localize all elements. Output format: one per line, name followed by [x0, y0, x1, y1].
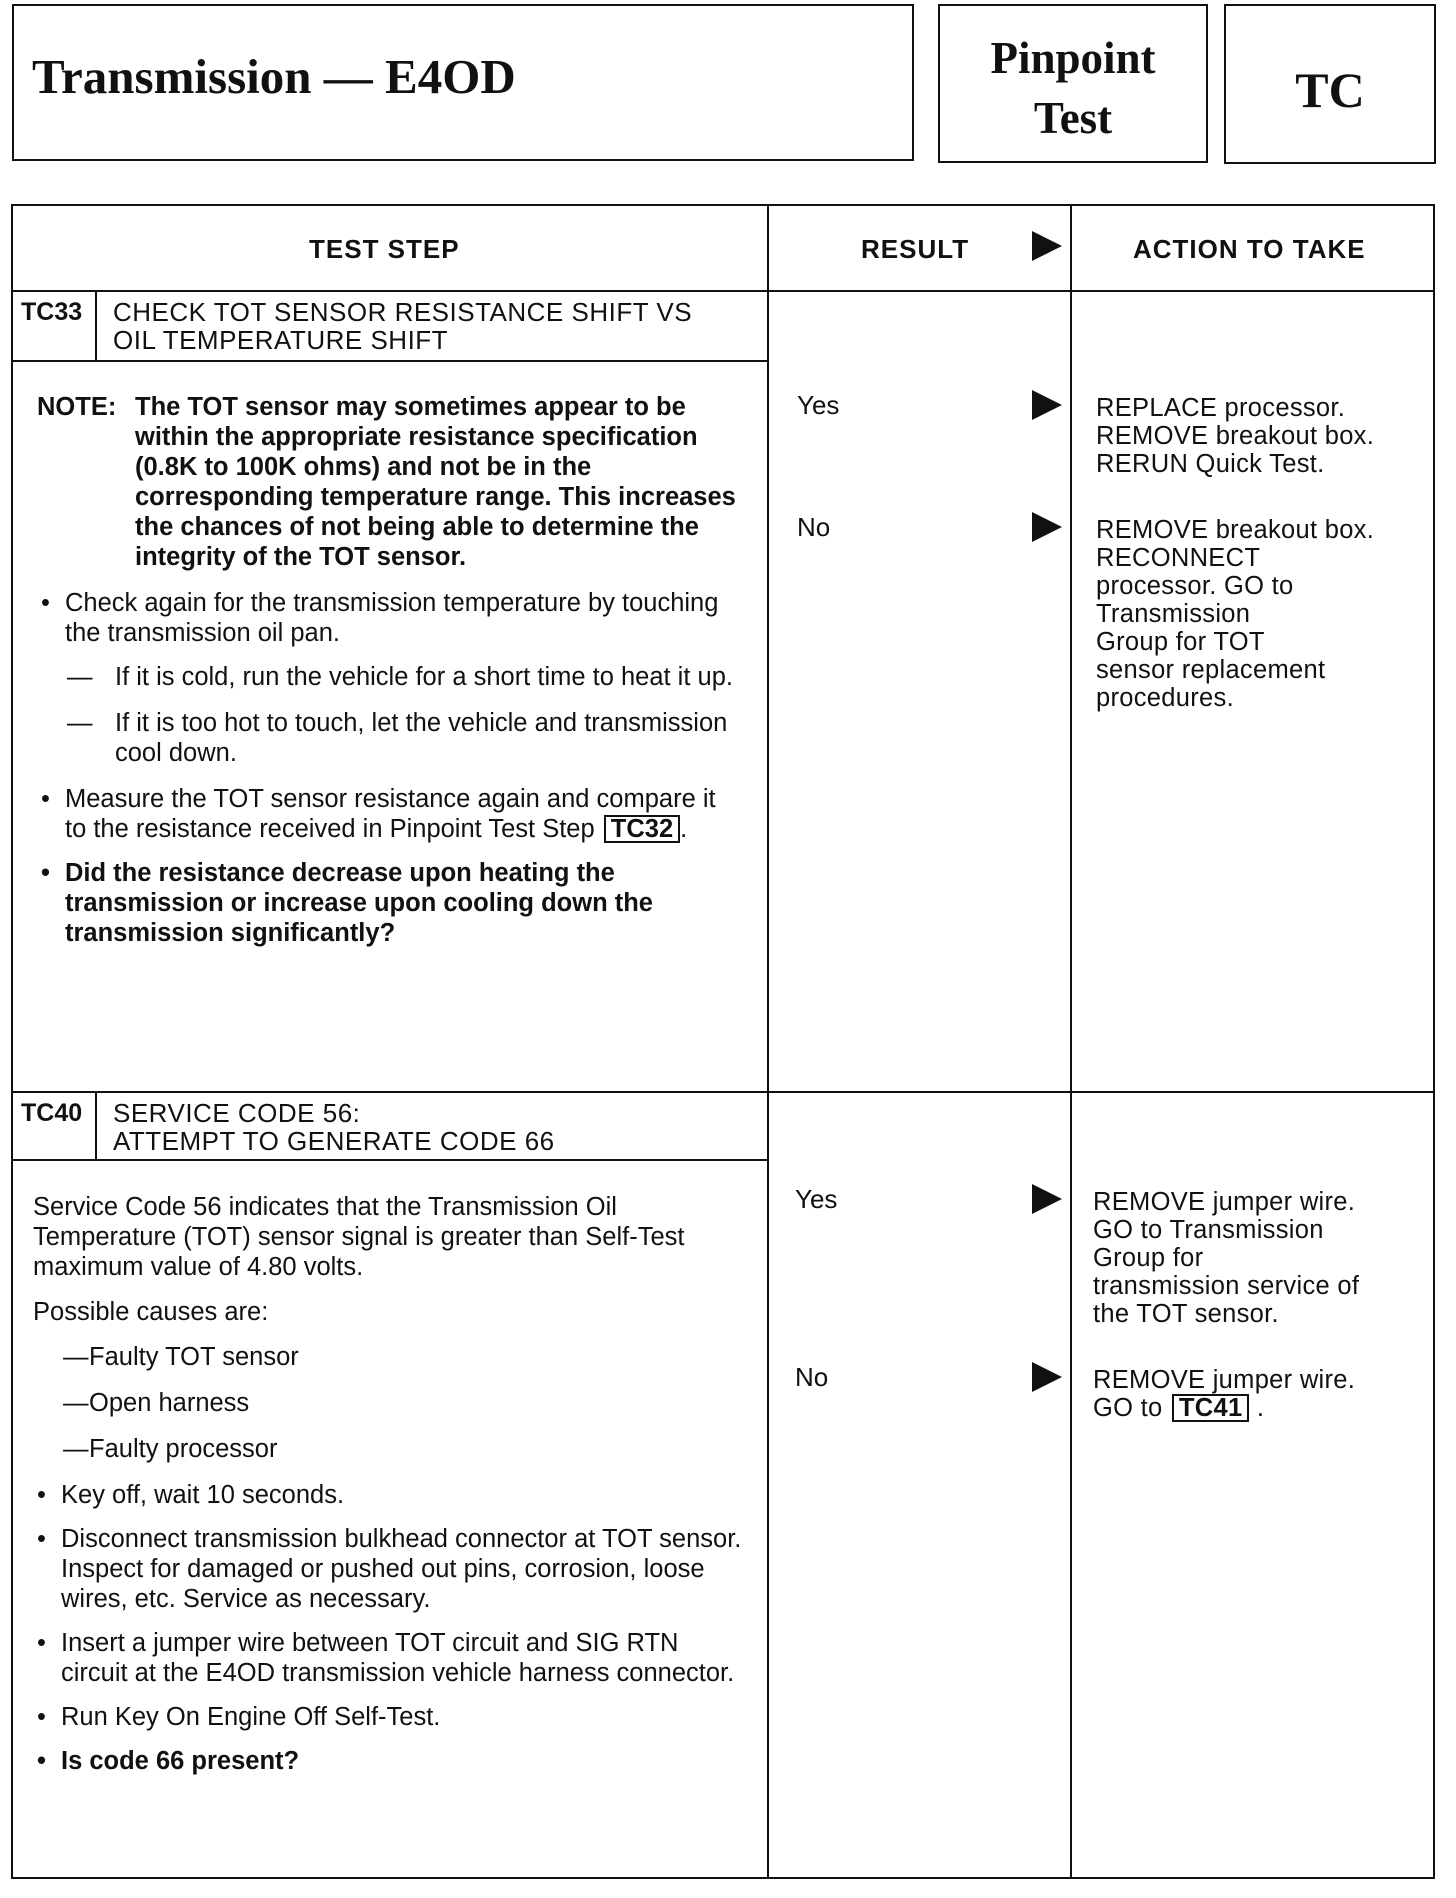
- bullet-question: • Did the resistance decrease upon heating the transmission or increase upon cooling down the transmission significantly?: [37, 858, 737, 948]
- step-title-tc33-line1: CHECK TOT SENSOR RESISTANCE SHIFT VS: [113, 297, 693, 327]
- dash-item: — If it is cold, run the vehicle for a short time to heat it up.: [37, 662, 737, 692]
- action-no-tc33: [1096, 516, 1374, 712]
- column-divider-2: [1070, 206, 1072, 1877]
- action-end: .: [1256, 1394, 1265, 1422]
- header-arrow-icon: [1032, 231, 1062, 261]
- action-yes-tc33: [1096, 394, 1374, 478]
- action-line: the TOT sensor.: [1093, 1300, 1279, 1328]
- column-divider-1: [767, 206, 769, 1877]
- step-header-tc40: [13, 1093, 767, 1161]
- step-reference-tc41[interactable]: TC41: [1172, 1394, 1250, 1422]
- action-line: [1093, 1394, 1355, 1422]
- dash-item: — If it is too hot to touch, let the vehicle and transmission cool down.: [37, 708, 737, 768]
- action-line: RERUN Quick Test.: [1096, 450, 1325, 478]
- action-line: REMOVE breakout box.: [1096, 422, 1375, 450]
- action-line: REPLACE processor.: [1096, 394, 1346, 422]
- causes-label: Possible causes are:: [33, 1298, 269, 1326]
- action-line: Group for TOT: [1096, 628, 1265, 656]
- action-line: REMOVE jumper wire.: [1093, 1366, 1356, 1394]
- bullet-item: • Disconnect transmission bulkhead connector at TOT sensor. Inspect for damaged or pushed out pins, corrosion, loose wires, etc. Service as necessary.: [33, 1524, 743, 1614]
- result-no-tc33: No: [797, 512, 831, 542]
- action-line: procedures.: [1096, 684, 1234, 712]
- step-title-tc40-line1: SERVICE CODE 56:: [113, 1098, 361, 1128]
- action-line: REMOVE breakout box.: [1096, 516, 1375, 544]
- cause-text: Faulty TOT sensor: [89, 1343, 299, 1371]
- step-id-tc40: TC40: [13, 1093, 97, 1159]
- page-title: Transmission — E4OD: [32, 49, 516, 104]
- result-yes-tc40: Yes: [795, 1184, 838, 1214]
- bullet-question: • Is code 66 present?: [33, 1746, 743, 1776]
- result-arrow-icon: [1032, 512, 1062, 542]
- step-body-tc40: [33, 1192, 743, 1790]
- note-text: The TOT sensor may sometimes appear to be within the appropriate resistance specification (0.8K to 100K ohms) and not be in the corresponding temperature range. This increases the chances of not being able to determine the integrity of the TOT sensor.: [135, 393, 736, 571]
- section-code: TC: [1295, 62, 1365, 118]
- header-test-step: TEST STEP: [309, 234, 460, 264]
- title-box: [12, 4, 914, 161]
- pinpoint-line1: Pinpoint: [990, 33, 1156, 83]
- action-line: GO to Transmission: [1093, 1216, 1324, 1244]
- action-line: processor. GO to: [1096, 572, 1294, 600]
- action-no-tc40: [1093, 1366, 1355, 1422]
- cause-text: Faulty processor: [89, 1435, 278, 1463]
- action-line: REMOVE jumper wire.: [1093, 1188, 1356, 1216]
- step-title-tc33: [113, 298, 692, 354]
- result-arrow-icon: [1032, 1362, 1062, 1392]
- header-action: ACTION TO TAKE: [1133, 234, 1366, 264]
- bullet-end: .: [680, 815, 688, 843]
- header-result: RESULT: [861, 234, 970, 264]
- action-line: sensor replacement: [1096, 656, 1326, 684]
- result-arrow-icon: [1032, 1184, 1062, 1214]
- action-go-text: GO to: [1093, 1394, 1163, 1422]
- action-line: Transmission: [1096, 600, 1251, 628]
- bullet-item: • Check again for the transmission temperature by touching the transmission oil pan.: [37, 588, 737, 648]
- pinpoint-line2: Test: [1033, 93, 1113, 143]
- step-body-tc33: [37, 392, 737, 962]
- result-arrow-icon: [1032, 390, 1062, 420]
- action-line: transmission service of: [1093, 1272, 1360, 1300]
- result-no-tc40: No: [795, 1362, 829, 1392]
- bullet-item: • Insert a jumper wire between TOT circuit and SIG RTN circuit at the E4OD transmission vehicle harness connector.: [33, 1628, 743, 1688]
- step-reference-tc32[interactable]: TC32: [604, 815, 680, 843]
- cause-item: [33, 1342, 743, 1372]
- section-code-box: [1224, 4, 1436, 164]
- bullet-text: Measure the TOT sensor resistance again and compare it to the resistance received in Pinpoint Test Step: [65, 785, 716, 843]
- bullet-item: • Key off, wait 10 seconds.: [33, 1480, 743, 1510]
- action-line: RECONNECT: [1096, 544, 1261, 572]
- cause-text: Open harness: [89, 1389, 250, 1417]
- action-line: Group for: [1093, 1244, 1204, 1272]
- result-yes-tc33: Yes: [797, 390, 840, 420]
- bullet-item: • Run Key On Engine Off Self-Test.: [33, 1702, 743, 1732]
- step-id-tc33: TC33: [13, 292, 97, 360]
- pinpoint-test-box: [938, 4, 1208, 163]
- step-title-tc33-line2: OIL TEMPERATURE SHIFT: [113, 325, 449, 355]
- cause-item: [33, 1388, 743, 1418]
- step-title-tc40: [113, 1099, 555, 1155]
- note-tc33: [37, 392, 737, 572]
- action-yes-tc40: [1093, 1188, 1359, 1328]
- step-header-tc33: [13, 292, 767, 362]
- bullet-item: [37, 784, 737, 844]
- note-label: NOTE:: [37, 393, 117, 421]
- cause-item: [33, 1434, 743, 1464]
- test-table: [11, 204, 1435, 1879]
- intro-text: Service Code 56 indicates that the Transmission Oil Temperature (TOT) sensor signal is greater than Self-Test maximum value of 4.80 volts.: [33, 1193, 685, 1281]
- step-title-tc40-line2: ATTEMPT TO GENERATE CODE 66: [113, 1126, 555, 1156]
- pinpoint-test-label: [940, 28, 1206, 148]
